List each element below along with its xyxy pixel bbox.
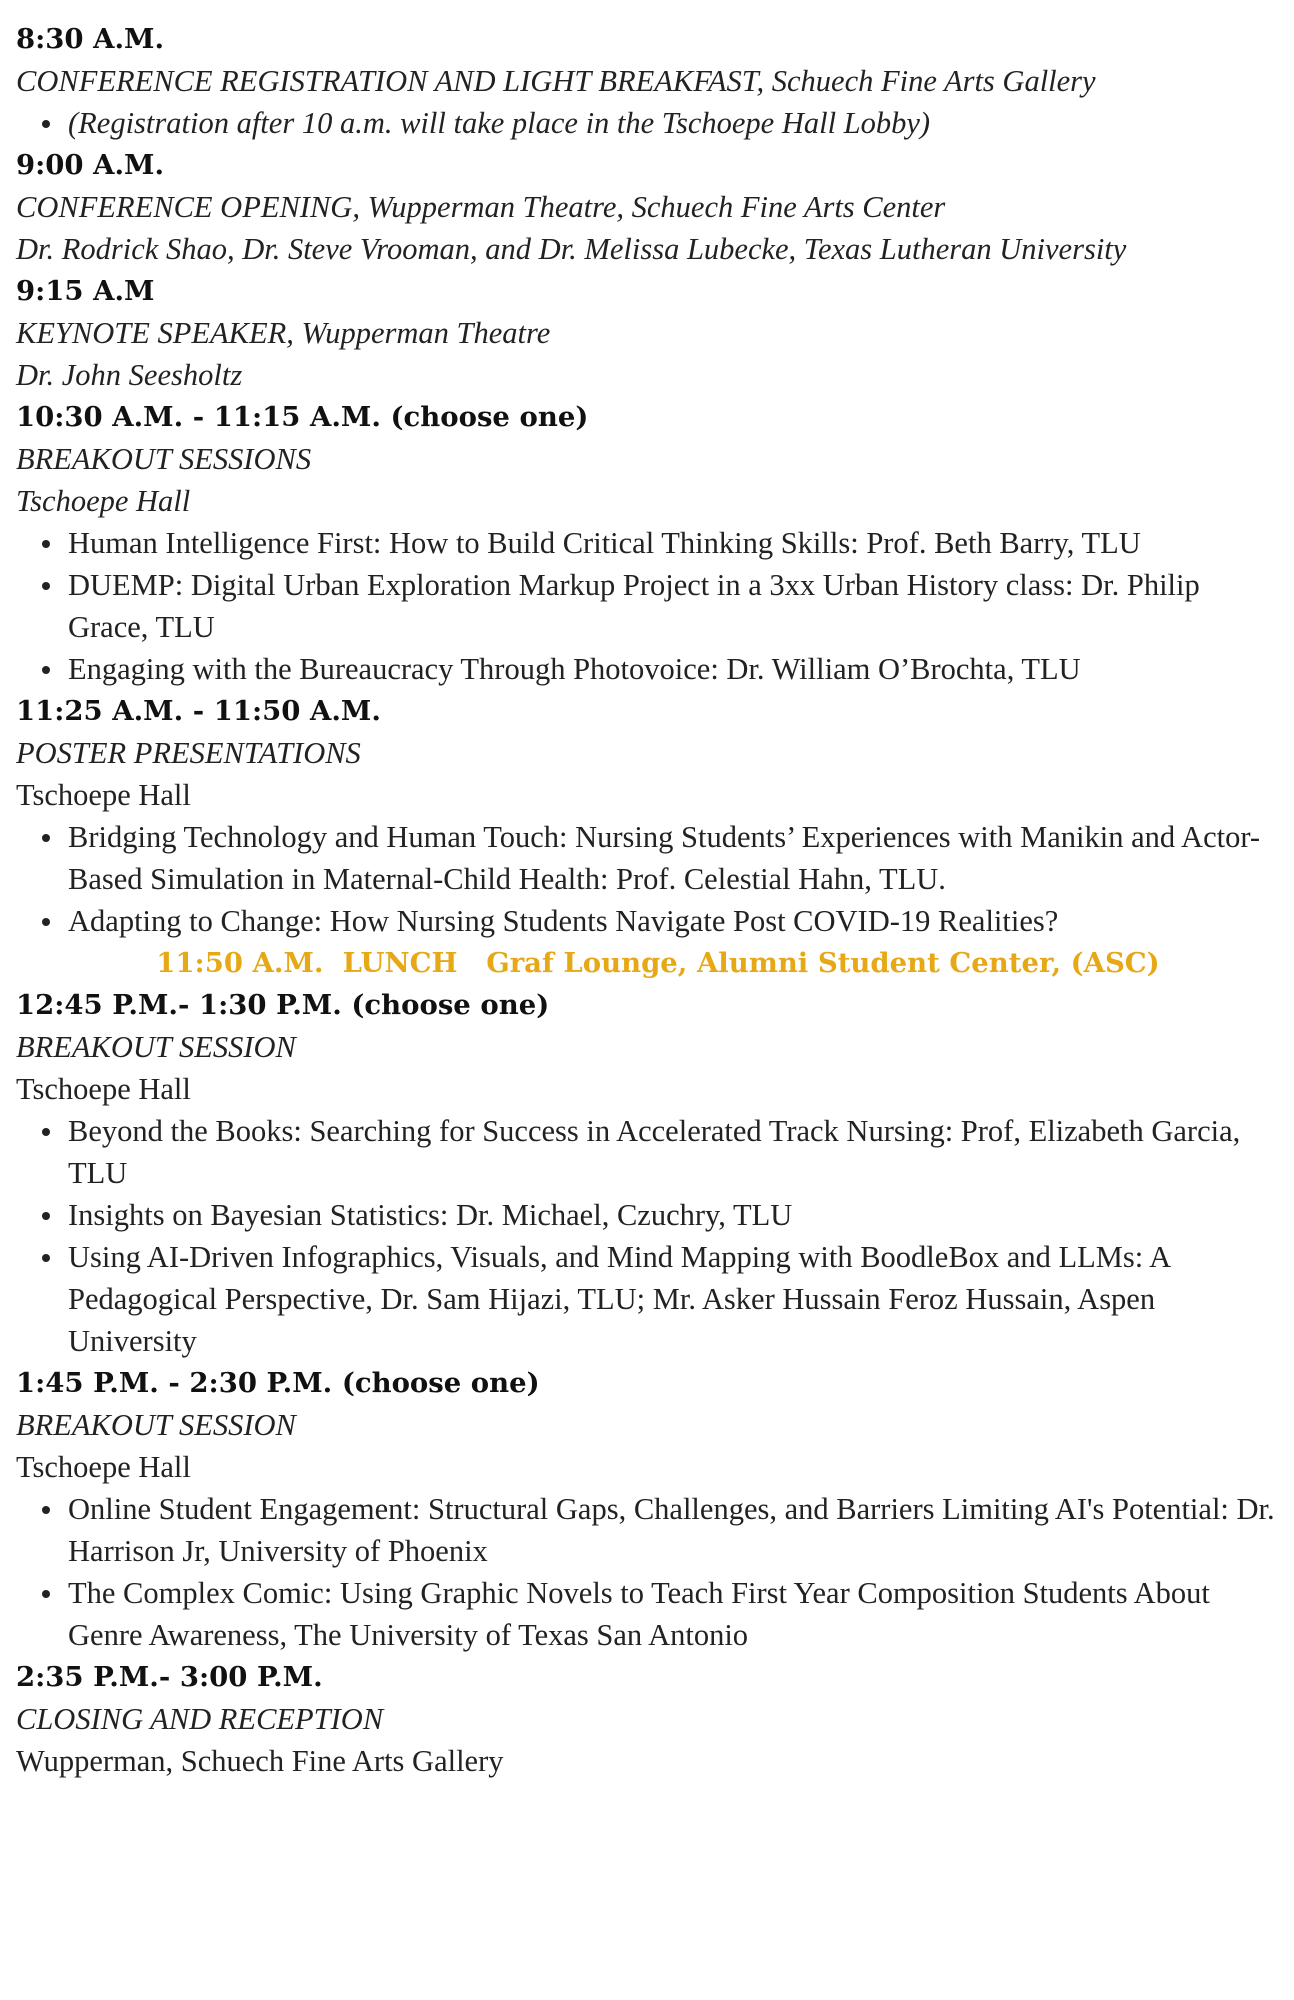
agenda-block-posters [16,690,1278,942]
bullet-icon [42,1590,50,1598]
time-heading: 10:30 A.M. - 11:15 A.M. (choose one) [16,401,589,433]
bullet-icon [42,540,50,548]
lunch-label: LUNCH [342,947,458,979]
agenda-block-registration [16,18,1278,144]
time-heading: 8:30 A.M. [16,23,165,55]
session-detail: Dr. Rodrick Shao, Dr. Steve Vrooman, and Dr. Melissa Lubecke, Texas Lutheran University [16,232,1127,266]
list-item-text: Human Intelligence First: How to Build Critical Thinking Skills: Prof. Beth Barry, TLU [68,526,1141,560]
bullet-icon [42,834,50,842]
session-list [16,522,1278,690]
session-location: Tschoepe Hall [16,778,191,812]
list-item [16,816,1278,900]
agenda-block-breakout-2 [16,984,1278,1362]
list-item [16,1572,1278,1656]
agenda-block-keynote [16,270,1278,396]
list-item-text: (Registration after 10 a.m. will take place in the Tschoepe Hall Lobby) [68,106,931,140]
session-detail: Dr. John Seesholtz [16,358,243,392]
session-title: POSTER PRESENTATIONS [16,736,361,770]
bullet-icon [42,918,50,926]
list-item-text: Adapting to Change: How Nursing Students Navigate Post COVID-19 Realities? [68,904,1059,938]
session-title: BREAKOUT SESSION [16,1030,296,1064]
list-item [16,1194,1278,1236]
session-location: Tschoepe Hall [16,484,191,518]
session-location: Wupperman, Schuech Fine Arts Gallery [16,1744,504,1778]
list-item-text: Beyond the Books: Searching for Success in Accelerated Track Nursing: Prof, Elizabeth Garcia, TLU [68,1114,1241,1190]
list-item [16,1236,1278,1362]
time-heading: 1:45 P.M. - 2:30 P.M. (choose one) [16,1367,540,1399]
conference-agenda [16,18,1278,1782]
session-title: CONFERENCE REGISTRATION AND LIGHT BREAKFAST, Schuech Fine Arts Gallery [16,64,1096,98]
list-item [16,900,1278,942]
time-heading: 9:15 A.M [16,275,155,307]
session-location: Tschoepe Hall [16,1072,191,1106]
bullet-icon [42,1128,50,1136]
session-title: CLOSING AND RECEPTION [16,1702,384,1736]
agenda-block-opening [16,144,1278,270]
list-item [16,564,1278,648]
session-title: CONFERENCE OPENING, Wupperman Theatre, Schuech Fine Arts Center [16,190,946,224]
bullet-icon [42,120,50,128]
bullet-icon [42,666,50,674]
list-item-text: Bridging Technology and Human Touch: Nursing Students’ Experiences with Manikin and Actor-Based Simulation in Maternal-Child Health: Prof. Celestial Hahn, TLU. [68,820,1261,896]
list-item [16,1110,1278,1194]
list-item [16,102,1278,144]
session-title: KEYNOTE SPEAKER, Wupperman Theatre [16,316,551,350]
lunch-banner [16,942,1278,984]
session-title: BREAKOUT SESSIONS [16,442,312,476]
list-item [16,522,1278,564]
session-title: BREAKOUT SESSION [16,1408,296,1442]
session-list [16,816,1278,942]
time-heading: 11:25 A.M. - 11:50 A.M. [16,695,381,727]
bullet-icon [42,1506,50,1514]
list-item-text: The Complex Comic: Using Graphic Novels to Teach First Year Composition Students About Genre Awareness, The University of Texas San Antonio [68,1576,1210,1652]
list-item [16,1488,1278,1572]
agenda-block-breakout-1 [16,396,1278,690]
list-item [16,648,1278,690]
bullet-icon [42,1212,50,1220]
list-item-text: Online Student Engagement: Structural Gaps, Challenges, and Barriers Limiting AI's Potential: Dr. Harrison Jr, University of Phoenix [68,1492,1275,1568]
agenda-block-closing [16,1656,1278,1782]
lunch-time: 11:50 A.M. [156,947,324,979]
time-heading: 9:00 A.M. [16,149,165,181]
time-heading: 12:45 P.M.- 1:30 P.M. (choose one) [16,989,550,1021]
list-item-text: Engaging with the Bureaucracy Through Photovoice: Dr. William O’Brochta, TLU [68,652,1081,686]
lunch-place: Graf Lounge, Alumni Student Center, (ASC) [486,947,1160,979]
bullet-icon [42,1254,50,1262]
bullet-icon [42,582,50,590]
session-location: Tschoepe Hall [16,1450,191,1484]
session-list [16,1110,1278,1362]
list-item-text: Insights on Bayesian Statistics: Dr. Michael, Czuchry, TLU [68,1198,793,1232]
list-item-text: DUEMP: Digital Urban Exploration Markup Project in a 3xx Urban History class: Dr. Philip Grace, TLU [68,568,1200,644]
time-heading: 2:35 P.M.- 3:00 P.M. [16,1661,323,1693]
list-item-text: Using AI-Driven Infographics, Visuals, and Mind Mapping with BoodleBox and LLMs: A Pedagogical Perspective, Dr. Sam Hijazi, TLU; Mr. Asker Hussain Feroz Hussain, Aspen University [68,1240,1170,1358]
session-list [16,1488,1278,1656]
note-list [16,102,1278,144]
agenda-block-breakout-3 [16,1362,1278,1656]
